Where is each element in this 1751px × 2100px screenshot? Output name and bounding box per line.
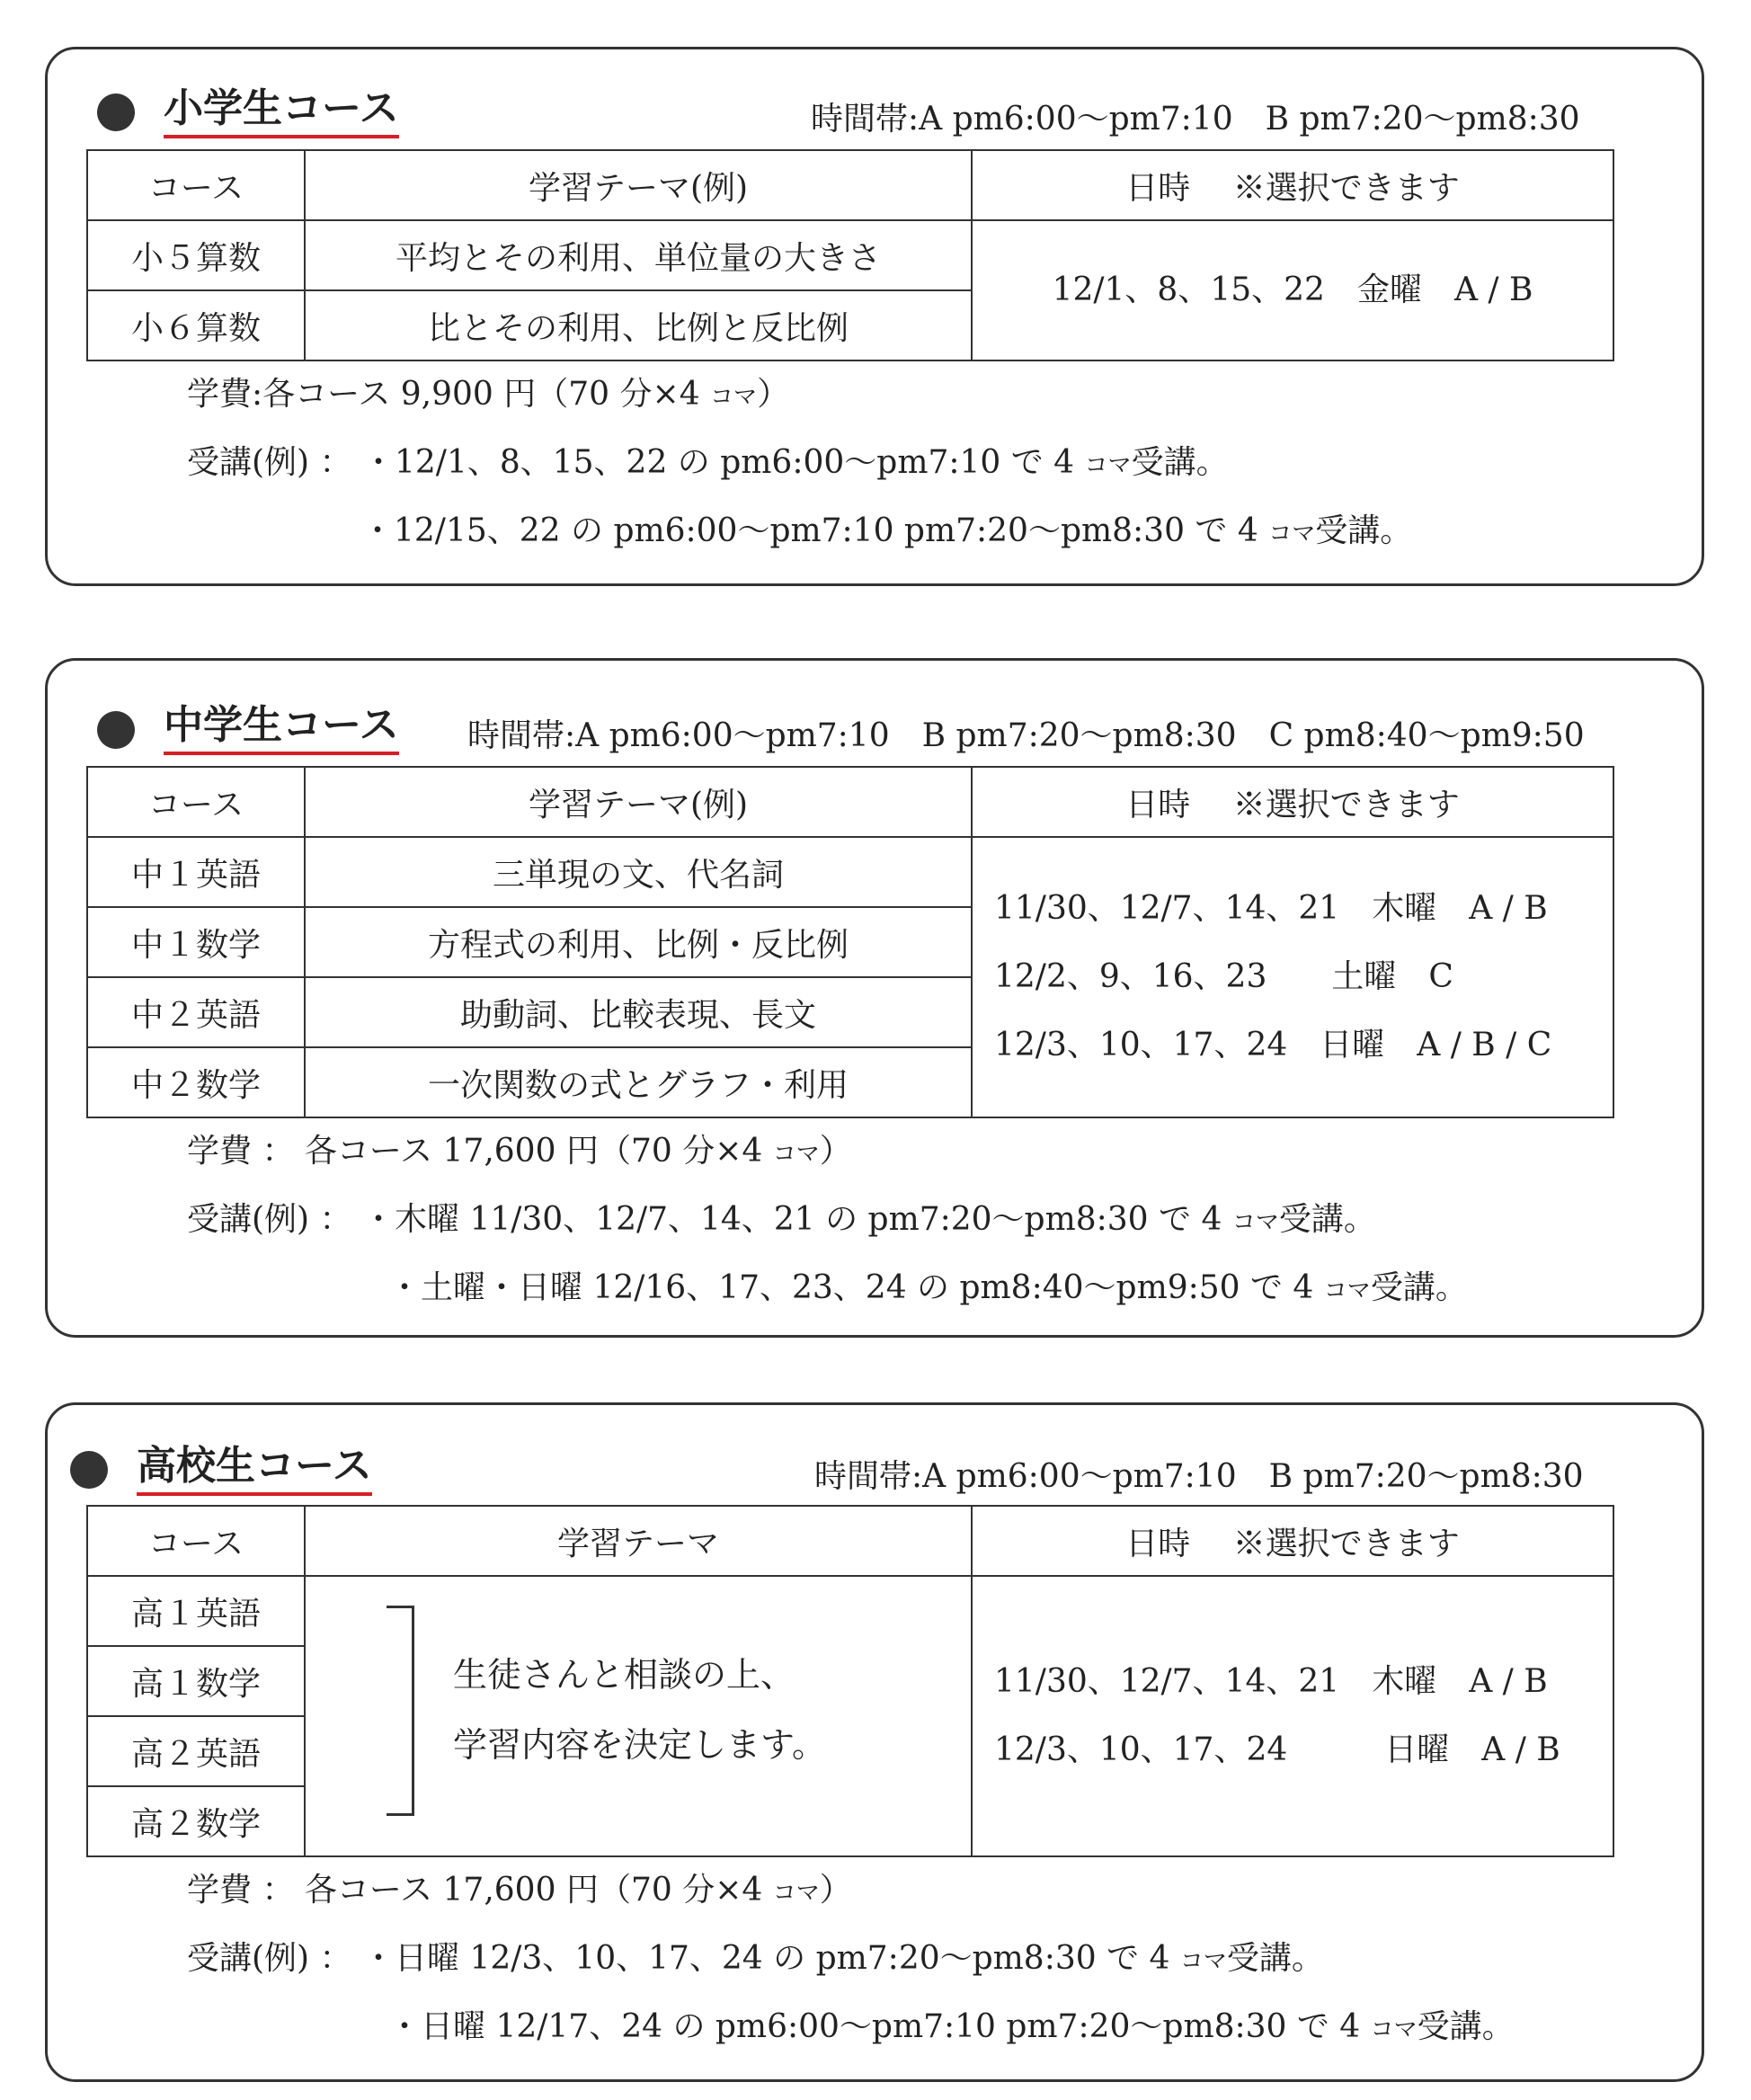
elementary-example-1: 受講(例) ： ・12/1、8、15、22 の pm6:00〜pm7:10 で 4 コマ受講。 (187, 444, 1229, 481)
theme-cell: 助動詞、比較表現、長文 (305, 977, 972, 1047)
high-time-band: 時間帯:A pm6:00〜pm7:10 B pm7:20〜pm8:30 (814, 1458, 1584, 1495)
course-cell: 高１英語 (87, 1576, 305, 1646)
course-cell: 小６算数 (87, 290, 305, 360)
course-cell: 中２数学 (87, 1047, 305, 1117)
theme-cell: 平均とその利用、単位量の大きさ (305, 220, 972, 290)
theme-cell: 三単現の文、代名詞 (305, 837, 972, 907)
table-row (87, 1576, 1613, 1646)
table-header-row (87, 767, 1613, 837)
course-cell: 中２英語 (87, 977, 305, 1047)
header-course: コース (87, 150, 305, 220)
header-course: コース (87, 767, 305, 837)
header-theme: 学習テーマ (305, 1506, 972, 1576)
high-theme-text (453, 1640, 826, 1780)
date-line: 12/1、8、15、22 金曜 A / B (1052, 271, 1533, 308)
date-line: 12/2、9、16、23 土曜 C (994, 958, 1453, 995)
theme-line: 学習内容を決定します。 (453, 1725, 826, 1765)
table-row (87, 837, 1613, 907)
junior-example-2: ・土曜・日曜 12/16、17、23、24 の pm8:40〜pm9:50 で 4 コマ受講。 (388, 1269, 1468, 1306)
theme-cell: 一次関数の式とグラフ・利用 (305, 1047, 972, 1117)
theme-cell: 比とその利用、比例と反比例 (305, 290, 972, 360)
high-course-table (86, 1505, 1614, 1857)
high-course-title: 高校生コース (137, 1442, 372, 1496)
elementary-example-2: ・12/15、22 の pm6:00〜pm7:10 pm7:20〜pm8:30 で 4 コマ受講。 (361, 512, 1413, 549)
header-date: 日時 ※選択できます (972, 150, 1613, 220)
elementary-fee: 学費:各コース 9,900 円（70 分×4 コマ） (187, 376, 790, 413)
junior-fee: 学費 ： 各コース 17,600 円（70 分×4 コマ） (187, 1133, 852, 1170)
course-cell: 高２英語 (87, 1716, 305, 1786)
bullet-icon (97, 93, 135, 131)
high-fee: 学費 ： 各コース 17,600 円（70 分×4 コマ） (187, 1872, 852, 1909)
high-example-2: ・日曜 12/17、24 の pm6:00〜pm7:10 pm7:20〜pm8:30 で 4 コマ受講。 (388, 2008, 1515, 2045)
high-example-1: 受講(例) ： ・日曜 12/3、10、17、24 の pm7:20〜pm8:30 で 4 コマ受講。 (187, 1940, 1324, 1977)
theme-line: 生徒さんと相談の上、 (453, 1655, 796, 1695)
header-course: コース (87, 1506, 305, 1576)
date-cell (972, 1576, 1613, 1856)
table-header-row (87, 150, 1613, 220)
junior-course-title: 中学生コース (164, 701, 399, 755)
course-cell: 中１数学 (87, 907, 305, 977)
date-line: 11/30、12/7、14、21 木曜 A / B (994, 1663, 1548, 1700)
elementary-course-table (86, 149, 1614, 361)
elementary-time-band: 時間帯:A pm6:00〜pm7:10 B pm7:20〜pm8:30 (811, 101, 1580, 138)
date-cell (972, 220, 1613, 360)
course-cell: 高２数学 (87, 1786, 305, 1856)
junior-time-band: 時間帯:A pm6:00〜pm7:10 B pm7:20〜pm8:30 C pm8:40〜pm9:50 (467, 717, 1585, 754)
date-line: 12/3、10、17、24 日曜 A / B / C (994, 1027, 1552, 1063)
date-cell (972, 837, 1613, 1117)
elementary-course-title: 小学生コース (164, 85, 399, 138)
example-label: 受講(例) ： (187, 1201, 352, 1238)
junior-course-table (86, 766, 1614, 1118)
bullet-icon (97, 711, 135, 749)
course-cell: 中１英語 (87, 837, 305, 907)
course-cell: 小５算数 (87, 220, 305, 290)
header-theme: 学習テーマ(例) (305, 767, 972, 837)
date-line: 12/3、10、17、24 日曜 A / B (994, 1731, 1560, 1768)
junior-example-1: 受講(例) ： ・木曜 11/30、12/7、14、21 の pm7:20〜pm8:30 で 4 コマ受講。 (187, 1201, 1376, 1238)
theme-cell: 方程式の利用、比例・反比例 (305, 907, 972, 977)
table-row (87, 220, 1613, 290)
example-label: 受講(例) ： (187, 444, 352, 481)
table-header-row (87, 1506, 1613, 1576)
example-label: 受講(例) ： (187, 1940, 352, 1977)
header-date: 日時 ※選択できます (972, 767, 1613, 837)
bullet-icon (70, 1451, 108, 1489)
course-cell: 高１数学 (87, 1646, 305, 1716)
bracket-icon (387, 1606, 414, 1816)
header-date: 日時 ※選択できます (972, 1506, 1613, 1576)
date-line: 11/30、12/7、14、21 木曜 A / B (994, 890, 1548, 927)
header-theme: 学習テーマ(例) (305, 150, 972, 220)
